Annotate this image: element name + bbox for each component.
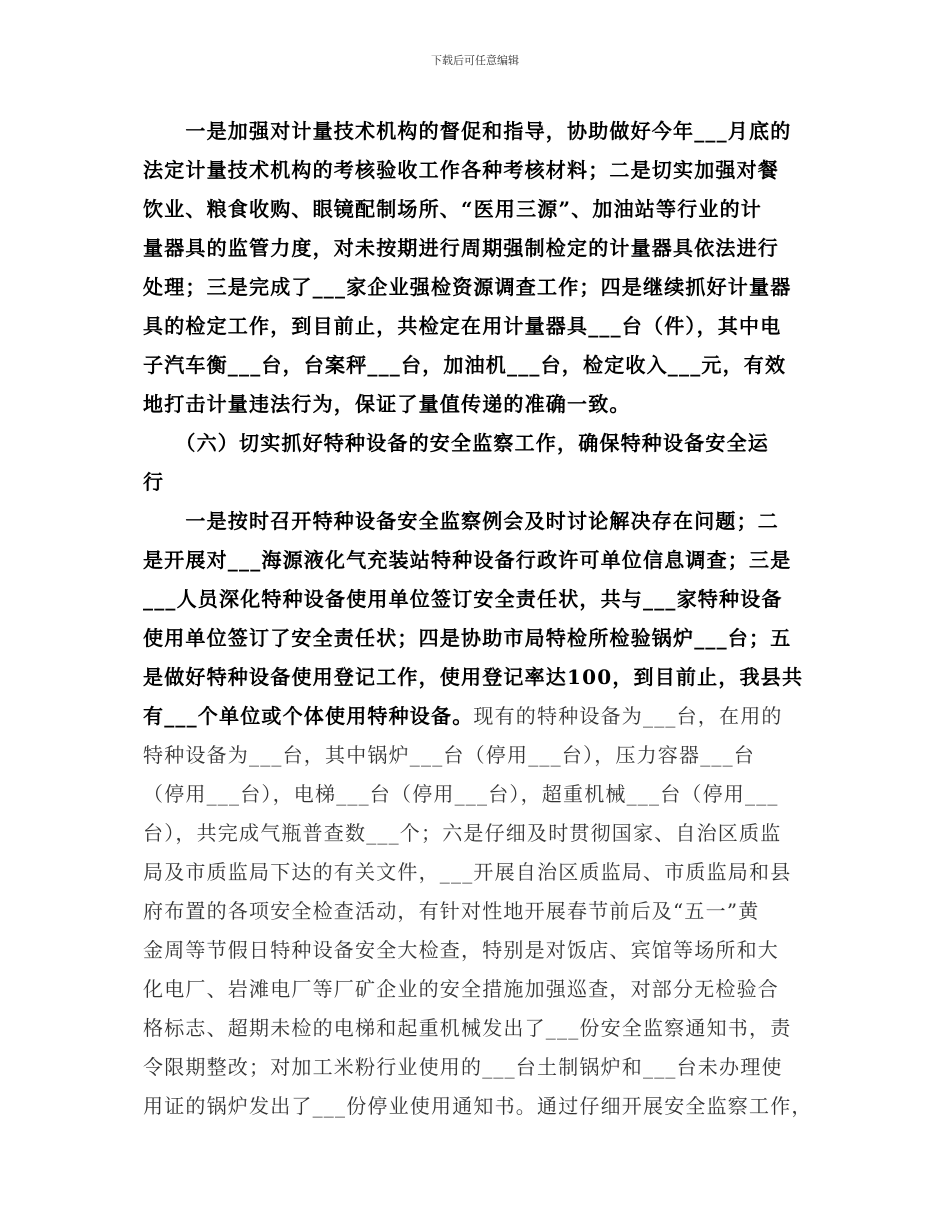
text-line: 令限期整改；对加工米粉行业使用的___台土制锅炉和___台未办理使 — [143, 1055, 783, 1079]
text-line: 格标志、超期未检的电梯和起重机械发出了___份安全监察通知书，责 — [143, 1016, 792, 1040]
normal-segment: 现有的特种设备为___台，在用的 — [473, 704, 783, 728]
text-line: 法定计量技术机构的考核验收工作各种考核材料；二是切实加强对餐 — [143, 158, 779, 182]
text-line: 量器具的监管力度，对未按期进行周期强制检定的计量器具依法进行 — [143, 236, 779, 260]
text-line: 一是按时召开特种设备安全监察例会及时讨论解决存在问题；二 — [143, 509, 779, 533]
text-line: 地打击计量违法行为，保证了量值传递的准确一致。 — [143, 392, 631, 416]
text-line: 用证的锅炉发出了___份停业使用通知书。通过仔细开展安全监察工作， — [143, 1094, 813, 1118]
text-line: 饮业、粮食收购、眼镜配制场所、“医用三源”、加油站等行业的计 — [143, 197, 763, 221]
text-line: 具的检定工作，到目前止，共检定在用计量器具___台（件），其中电 — [143, 314, 782, 338]
text-line: 台），共完成气瓶普查数___个；六是仔细及时贯彻国家、自治区质监 — [143, 821, 782, 845]
document-body — [143, 112, 811, 1126]
bold-segment: 有___个单位或个体使用特种设备。 — [143, 704, 474, 728]
heading-line: （六）切实抓好特种设备的安全监察工作，确保特种设备安全运 — [143, 431, 769, 455]
text-line: 一是加强对计量技术机构的督促和指导，协助做好今年___月底的 — [143, 119, 792, 143]
text-line: 金周等节假日特种设备安全大检查，特别是对饭店、宾馆等场所和大 — [143, 938, 779, 962]
page-header: 下载后可任意编辑 — [431, 54, 519, 67]
text-line: 子汽车衡___台，台案秤___台，加油机___台，检定收入___元，有效 — [143, 353, 787, 377]
paragraph-special-equipment — [143, 502, 811, 1126]
text-line: 特种设备为___台，其中锅炉___台（停用___台），压力容器___台 — [143, 743, 755, 767]
text-line: 局及市质监局下达的有关文件，___开展自治区质监局、市质监局和县 — [143, 860, 792, 884]
text-line: 是开展对___海源液化气充装站特种设备行政许可单位信息调查；三是 — [143, 548, 792, 572]
section-heading-six — [143, 424, 811, 502]
paragraph-metrology — [143, 112, 811, 424]
text-line: 是做好特种设备使用登记工作，使用登记率达100，到目前止，我县共 — [143, 665, 804, 689]
heading-line: 行 — [143, 470, 165, 494]
mixed-text-line — [143, 697, 811, 736]
text-line: 处理；三是完成了___家企业强检资源调查工作；四是继续抓好计量器 — [143, 275, 792, 299]
text-line: 使用单位签订了安全责任状；四是协助市局特检所检验锅炉___台；五 — [143, 626, 792, 650]
text-line: ___人员深化特种设备使用单位签订安全责任状，共与___家特种设备 — [143, 587, 783, 611]
text-line: 化电厂、岩滩电厂等厂矿企业的安全措施加强巡查，对部分无检验合 — [143, 977, 779, 1001]
text-line: （停用___台），电梯___台（停用___台），超重机械___台（停用___ — [143, 782, 779, 806]
text-line: 府布置的各项安全检查活动，有针对性地开展春节前后及“五一”黄 — [143, 899, 760, 923]
